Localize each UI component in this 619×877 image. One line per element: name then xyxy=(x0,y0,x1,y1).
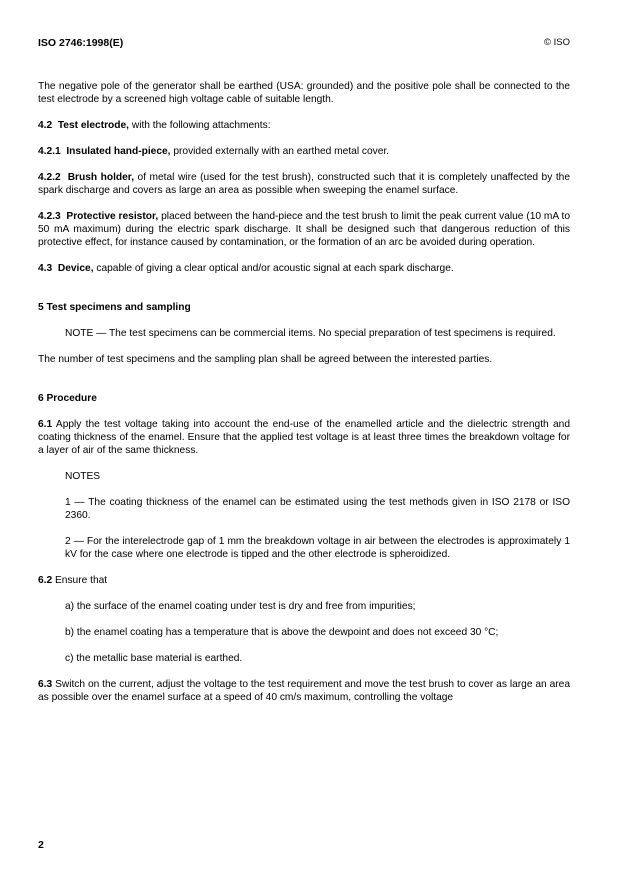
section-6-heading: 6 Procedure xyxy=(38,393,97,404)
clause-term: Insulated hand-piece, xyxy=(66,146,171,157)
clause-text: placed between the hand-piece and the test brush to limit the peak current value (10 mA to 50 mA maximum) during the electric spark discharge. It shall be designed such that dangerous reduction of this protective effect, for instance caused by contamination, or the formation of an arc be avoided during operation. xyxy=(38,211,570,248)
standard-reference: ISO 2746:1998(E) xyxy=(38,37,124,49)
list-item-a: a) the surface of the enamel coating under test is dry and free from impurities; xyxy=(65,601,416,612)
clause-4-2-2 xyxy=(38,171,570,197)
copyright-mark: © ISO xyxy=(543,37,570,48)
list-item-c: c) the metallic base material is earthed. xyxy=(65,653,243,664)
list-item-b: b) the enamel coating has a temperature that is above the dewpoint and does not exceed 30 °C; xyxy=(65,627,499,638)
clause-number: 6.3 xyxy=(38,679,53,690)
clause-text: Switch on the current, adjust the voltage to the test requirement and move the test brush to cover as large an area as possible over the enamel surface at a speed of 40 cm/s maximum, controlling the voltage xyxy=(38,679,570,703)
clause-4-2 xyxy=(38,119,570,132)
notes-heading: NOTES xyxy=(65,471,101,482)
intro-paragraph: The negative pole of the generator shall be earthed (USA: grounded) and the positive pole shall be connected to the test electrode by a screened high voltage cable of suitable length. xyxy=(38,81,570,105)
clause-term: Protective resistor, xyxy=(66,211,159,222)
section-5-heading: 5 Test specimens and sampling xyxy=(38,302,191,313)
clause-number: 4.2 xyxy=(38,120,53,131)
clause-text: of metal wire (used for the test brush), constructed such that it is completely unaffected by the spark discharge and covers as large an area as possible when sweeping the enamel surface. xyxy=(38,172,570,196)
clause-term: Test electrode, xyxy=(57,120,129,131)
clause-4-2-1 xyxy=(38,145,570,158)
clause-text: Ensure that xyxy=(52,575,108,586)
clause-number: 4.3 xyxy=(38,263,53,274)
clause-6-2 xyxy=(38,574,570,587)
clause-number: 4.2.3 xyxy=(38,211,61,222)
clause-number: 6.1 xyxy=(38,419,53,430)
clause-4-2-3 xyxy=(38,210,570,249)
section-5-paragraph: The number of test specimens and the sampling plan shall be agreed between the interested parties. xyxy=(38,354,493,365)
clause-text: provided externally with an earthed metal cover. xyxy=(170,146,390,157)
clause-number: 4.2.1 xyxy=(38,146,61,157)
note-2: 2 — For the interelectrode gap of 1 mm the breakdown voltage in air between the electrodes is approximately 1 kV for the case where one electrode is tipped and the other electrode is spheroidized. xyxy=(65,536,570,560)
document-body xyxy=(38,80,570,704)
note-1: 1 — The coating thickness of the enamel can be estimated using the test methods given in ISO 2178 or ISO 2360. xyxy=(65,497,570,521)
clause-6-3 xyxy=(38,678,570,704)
clause-number: 4.2.2 xyxy=(38,172,61,183)
clause-text: with the following attachments: xyxy=(129,120,271,131)
clause-text: Apply the test voltage taking into account the end-use of the enamelled article and the dielectric strength and coating thickness of the enamel. Ensure that the applied test voltage is at least three times the breakdown voltage for a layer of air of the same thickness. xyxy=(38,419,570,456)
clause-number: 6.2 xyxy=(38,575,53,586)
clause-term: Device, xyxy=(57,263,94,274)
clause-4-3 xyxy=(38,262,570,275)
clause-text: capable of giving a clear optical and/or acoustic signal at each spark discharge. xyxy=(93,263,454,274)
clause-6-1 xyxy=(38,418,570,457)
page-number: 2 xyxy=(38,839,44,851)
clause-term: Brush holder, xyxy=(67,172,135,183)
section-5-note: NOTE — The test specimens can be commercial items. No special preparation of test specimens is required. xyxy=(65,328,556,339)
